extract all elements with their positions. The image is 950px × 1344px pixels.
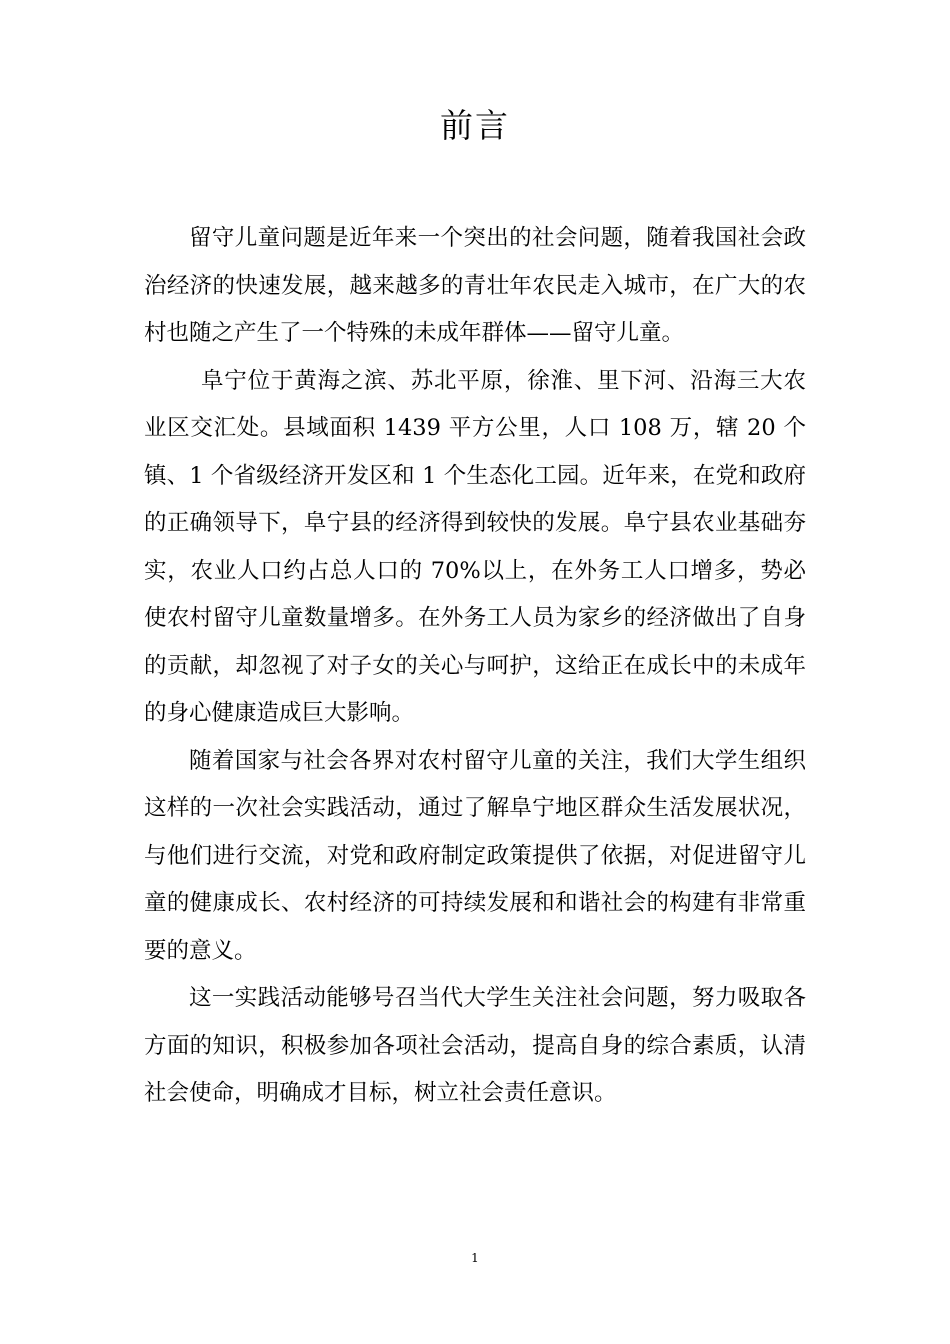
- page-number: 1: [471, 1251, 479, 1265]
- paragraph-1: 留守儿童问题是近年来一个突出的社会问题，随着我国社会政治经济的快速发展，越来越多的青壮年农民走入城市，在广大的农村也随之产生了一个特殊的未成年群体——留守儿童。: [144, 225, 806, 346]
- paragraph-4: 这一实践活动能够号召当代大学生关注社会问题，努力吸取各方面的知识，积极参加各项社会活动，提高自身的综合素质，认清社会使命，明确成才目标，树立社会责任意识。: [144, 985, 806, 1106]
- page-title: 前言: [440, 106, 510, 145]
- body-text: [144, 215, 806, 1118]
- paragraph-2: 阜宁位于黄海之滨、苏北平原，徐淮、里下河、沿海三大农业区交汇处。县域面积 1439 平方公里，人口 108 万，辖 20 个镇、1 个省级经济开发区和 1 个生态化工园。近年来，在党和政府的正确领导下，阜宁县的经济得到较快的发展。阜宁县农业基础夯实，农业人口约占总人口的 70%以上，在外务工人口增多，势必使农村留守儿童数量增多。在外务工人员为家乡的经济做出了自身的贡献，却忽视了对子女的关心与呵护，这给正在成长中的未成年的身心健康造成巨大影响。: [144, 367, 806, 726]
- paragraph-3: 随着国家与社会各界对农村留守儿童的关注，我们大学生组织这样的一次社会实践活动，通过了解阜宁地区群众生活发展状况，与他们进行交流，对党和政府制定政策提供了依据，对促进留守儿童的健康成长、农村经济的可持续发展和和谐社会的构建有非常重要的意义。: [144, 747, 806, 964]
